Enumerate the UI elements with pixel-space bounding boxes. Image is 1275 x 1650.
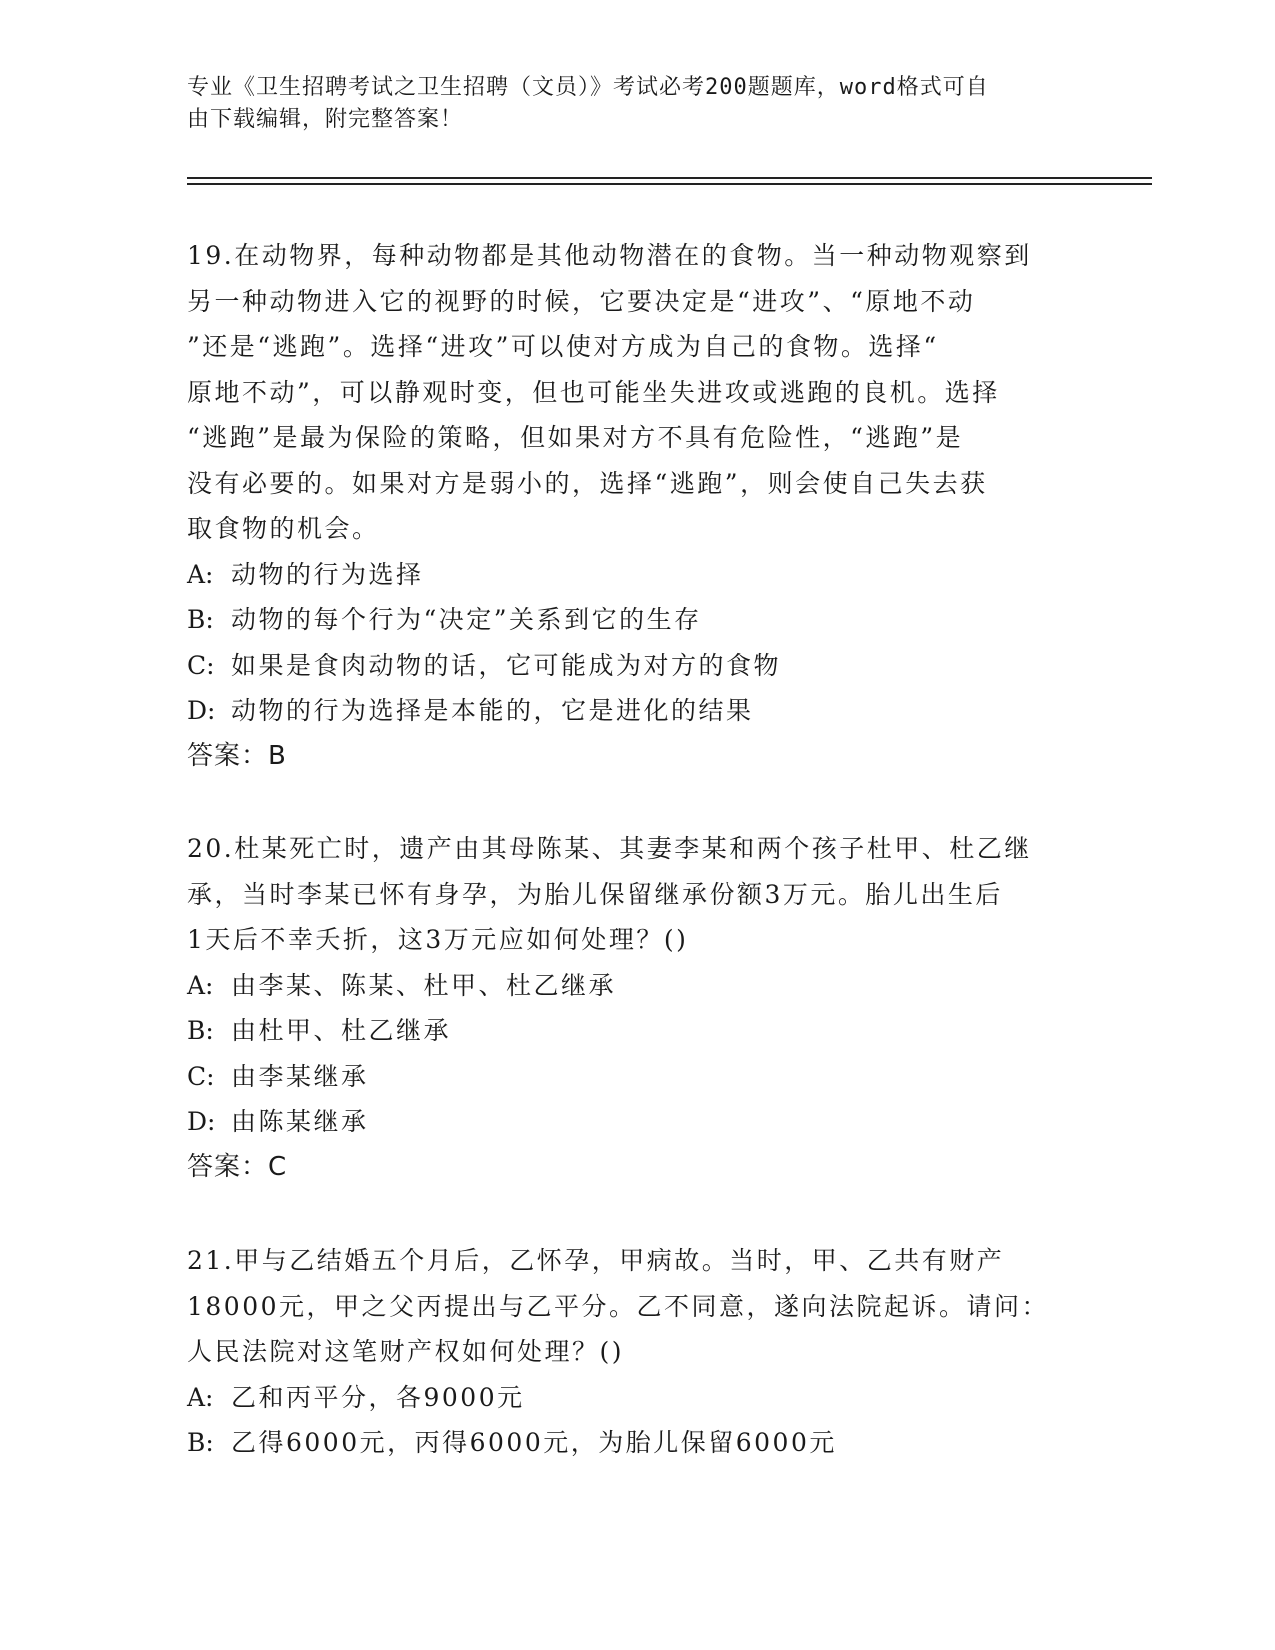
answer-line: 答案：B: [187, 740, 287, 771]
option-text: 动物的每个行为“决定”关系到它的生存: [231, 605, 702, 634]
question-stem-line: 取食物的机会。: [187, 514, 380, 543]
option-text: 乙得6000元，丙得6000元，为胎儿保留6000元: [231, 1428, 837, 1457]
header-line-1: 专业《卫生招聘考试之卫生招聘（文员）》考试必考200题题库，word格式可自: [187, 75, 989, 100]
option-text: 由陈某继承: [231, 1107, 369, 1136]
question-stem-line: 原地不动”，可以静观时变，但也可能坐失进攻或逃跑的良机。选择: [187, 377, 1000, 407]
question-21: [187, 1238, 1087, 1466]
question-20: [187, 826, 1087, 1190]
option-letter: B:: [187, 605, 214, 634]
option-text: 由李某继承: [231, 1061, 369, 1091]
option-c: [187, 1054, 1087, 1100]
question-stem-line: 20.杜某死亡时，遗产由其母陈某、其妻李某和两个孩子杜甲、杜乙继: [187, 834, 1032, 863]
option-letter: A:: [187, 559, 214, 589]
question-stem-line: 另一种动物进入它的视野的时候，它要决定是“进攻”、“原地不动: [187, 286, 976, 316]
question-stem-line: 18000元，甲之父丙提出与乙平分。乙不同意，遂向法院起诉。请问：: [187, 1291, 1050, 1321]
question-stem-line: 没有必要的。如果对方是弱小的，选择“逃跑”，则会使自己失去获: [187, 468, 988, 498]
option-letter: C:: [187, 1061, 215, 1091]
option-letter: A:: [187, 1382, 214, 1412]
option-letter: D:: [187, 1107, 216, 1136]
answer-line: 答案：C: [187, 1151, 288, 1182]
question-stem-line: 1天后不幸夭折，这3万元应如何处理？(): [187, 925, 689, 954]
option-letter: C:: [187, 650, 215, 680]
option-text: 动物的行为选择是本能的，它是进化的结果: [231, 696, 754, 725]
option-text: 如果是食肉动物的话，它可能成为对方的食物: [231, 650, 782, 680]
option-b: [187, 597, 1087, 643]
option-b: [187, 1008, 1087, 1054]
option-text: 由李某、陈某、杜甲、杜乙继承: [231, 970, 617, 1000]
question-stem-line: ”还是“逃跑”。选择“进攻”可以使对方成为自己的食物。选择“: [187, 332, 939, 361]
question-stem-line: 人民法院对这笔财产权如何处理？(): [187, 1337, 625, 1366]
option-text: 乙和丙平分，各9000元: [231, 1382, 525, 1412]
header-divider-top: [187, 177, 1152, 179]
option-d: [187, 688, 1087, 734]
option-b: [187, 1420, 1087, 1466]
header-line-2: 由下载编辑，附完整答案！: [187, 107, 464, 132]
question-stem-line: 21.甲与乙结婚五个月后，乙怀孕，甲病故。当时，甲、乙共有财产: [187, 1246, 1005, 1275]
option-a: [187, 552, 1087, 598]
question-19: [187, 233, 1087, 779]
question-stem-line: 承，当时李某已怀有身孕，为胎儿保留继承份额3万元。胎儿出生后: [187, 879, 1003, 909]
document-header: [187, 72, 1067, 136]
question-stem-line: 19.在动物界，每种动物都是其他动物潜在的食物。当一种动物观察到: [187, 241, 1032, 270]
option-letter: B:: [187, 1016, 214, 1045]
header-divider-bottom: [187, 183, 1152, 185]
option-letter: B:: [187, 1428, 214, 1457]
option-a: [187, 1375, 1087, 1421]
option-letter: A:: [187, 970, 214, 1000]
question-stem-line: “逃跑”是最为保险的策略，但如果对方不具有危险性，“逃跑”是: [187, 423, 964, 452]
option-a: [187, 963, 1087, 1009]
option-d: [187, 1099, 1087, 1145]
option-text: 动物的行为选择: [231, 559, 424, 589]
option-letter: D:: [187, 696, 216, 725]
option-text: 由杜甲、杜乙继承: [231, 1016, 452, 1045]
option-c: [187, 643, 1087, 689]
